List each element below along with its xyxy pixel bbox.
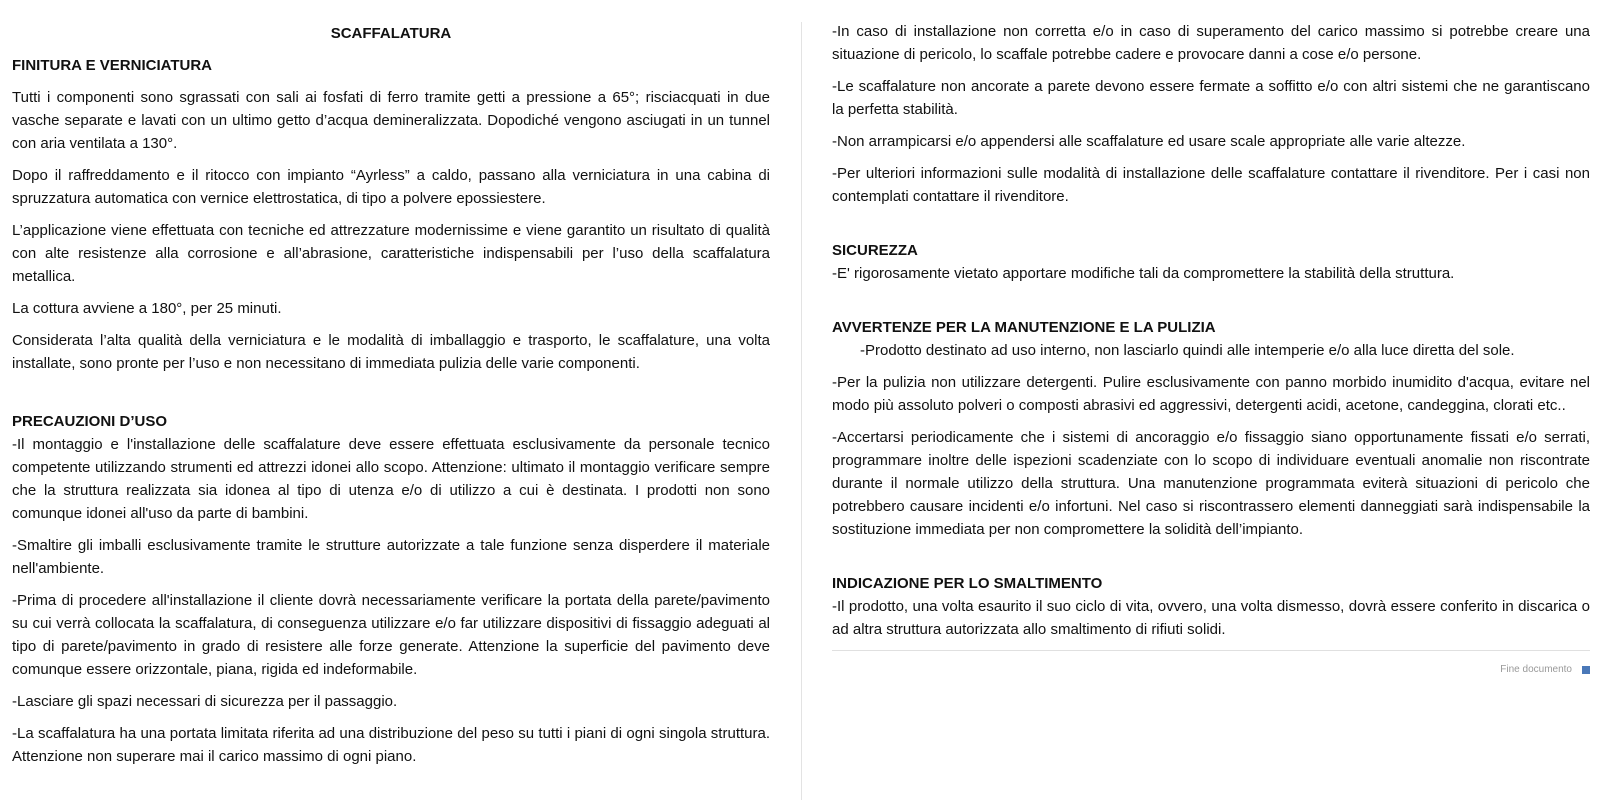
end-of-document-label: Fine documento [1500, 664, 1572, 675]
paragraph: -Per la pulizia non utilizzare detergenti. Pulire esclusivamente con panno morbido inumidito d'acqua, evitare nel modo più assoluto polveri o composti abrasivi ed aggressivi, detergenti acidi, acetone, candeggina, clorati etc.. [832, 374, 1590, 414]
paragraph: Considerata l’alta qualità della verniciatura e le modalità di imballaggio e trasporto, le scaffalature, una volta installate, sono pronte per l’uso e non necessitano di immediata pulizia delle varie componenti. [12, 332, 770, 372]
right-column [832, 20, 1590, 677]
paragraph: -Prodotto destinato ad uso interno, non lasciarlo quindi alle intemperie e/o alla luce diretta del sole. [860, 342, 1515, 359]
paragraph: Tutti i componenti sono sgrassati con sali ai fosfati di ferro tramite getti a pressione a 65°; risciacquati in due vasche separate e lavati con un ultimo getto d’acqua demineralizzata. Dopodiché vengono asciugati in un tunnel con aria ventilata a 130°. [12, 89, 770, 152]
paragraph: L’applicazione viene effettuata con tecniche ed attrezzature modernissime e viene garantito un risultato di qualità con alte resistenze alla corrosione e all’abrasione, caratteristiche indispensabili per l’uso della scaffalatura metallica. [12, 222, 770, 285]
paragraph: -In caso di installazione non corretta e/o in caso di superamento del carico massimo si potrebbe creare una situazione di pericolo, lo scaffale potrebbe cadere e provocare danni a cose e/o persone. [832, 23, 1590, 63]
paragraph: -Il montaggio e l'installazione delle scaffalature deve essere effettuata esclusivamente da personale tecnico competente utilizzando strumenti ed attrezzi idonei allo scopo. Attenzione: ultimato il montaggio verificare sempre che la struttura realizzata sia idonea al tipo di utenza e/o di utilizzo a cui è destinata. I prodotti non sono comunque idonei all'uso da parte di bambini. [12, 436, 770, 522]
paragraph: La cottura avviene a 180°, per 25 minuti. [12, 300, 282, 317]
section-smaltimento [832, 572, 1590, 641]
section-precauzioni-continued [832, 20, 1590, 208]
paragraph: Dopo il raffreddamento e il ritocco con impianto “Ayrless” a caldo, passano alla verniciatura in una cabina di spruzzatura automatica con vernice elettrostatica, di tipo a polvere epossiestere. [12, 167, 770, 207]
section-heading-manutenzione: AVVERTENZE PER LA MANUTENZIONE E LA PULIZIA [832, 319, 1216, 336]
paragraph: -Non arrampicarsi e/o appendersi alle scaffalature ed usare scale appropriate alle varie altezze. [832, 133, 1466, 150]
square-marker-icon [1582, 666, 1590, 674]
left-column [12, 20, 770, 777]
paragraph: -Accertarsi periodicamente che i sistemi di ancoraggio e/o fissaggio siano opportunamente fissati e/o serrati, programmare inoltre delle ispezioni scadenziate con lo scopo di individuare eventuali anomalie non riscontrate durante il normale utilizzo della struttura. Una manutenzione programmata eviterà situazioni di pericolo che potrebbero causare incidenti e/o infortuni. Nel caso si riscontrassero elementi danneggiati sarà indispensabile la sostituzione immediata per non compromettere la solidità dell’impianto. [832, 429, 1590, 538]
paragraph: -Lasciare gli spazi necessari di sicurezza per il passaggio. [12, 693, 398, 710]
section-heading-finitura: FINITURA E VERNICIATURA [12, 57, 212, 74]
section-manutenzione [832, 316, 1590, 541]
section-sicurezza [832, 239, 1590, 285]
section-heading-smaltimento: INDICAZIONE PER LO SMALTIMENTO [832, 575, 1103, 592]
paragraph: -Le scaffalature non ancorate a parete devono essere fermate a soffitto e/o con altri sistemi che ne garantiscano la perfetta stabilità. [832, 78, 1590, 118]
document-footer [832, 663, 1590, 677]
column-divider [801, 22, 802, 800]
section-precauzioni [12, 410, 770, 768]
section-heading-precauzioni: PRECAUZIONI D’USO [12, 413, 168, 430]
paragraph: -Smaltire gli imballi esclusivamente tramite le strutture autorizzate a tale funzione senza disperdere il materiale nell'ambiente. [12, 537, 770, 577]
section-finitura [12, 54, 770, 375]
paragraph: -Per ulteriori informazioni sulle modalità di installazione delle scaffalature contattare il rivenditore. Per i casi non contemplati contattare il rivenditore. [832, 165, 1590, 205]
paragraph: -Prima di procedere all'installazione il cliente dovrà necessariamente verificare la portata della parete/pavimento su cui verrà collocata la scaffalatura, di conseguenza utilizzare e/o far utilizzare dispositivi di fissaggio adeguati al tipo di parete/pavimento in grado di resistere alle forze generate. Attenzione la superficie del pavimento deve comunque essere orizzontale, piana, rigida ed indeformabile. [12, 592, 770, 678]
section-heading-sicurezza: SICUREZZA [832, 242, 918, 259]
footer-rule [832, 650, 1590, 651]
paragraph: -Il prodotto, una volta esaurito il suo ciclo di vita, ovvero, una volta dismesso, dovrà essere conferito in discarica o ad altra struttura autorizzata allo smaltimento di rifiuti solidi. [832, 598, 1590, 638]
paragraph: -E' rigorosamente vietato apportare modifiche tali da compromettere la stabilità della struttura. [832, 265, 1455, 282]
paragraph: -La scaffalatura ha una portata limitata riferita ad una distribuzione del peso su tutti i piani di ogni singola struttura. Attenzione non superare mai il carico massimo di ogni piano. [12, 725, 770, 765]
document-title: SCAFFALATURA [330, 25, 452, 42]
